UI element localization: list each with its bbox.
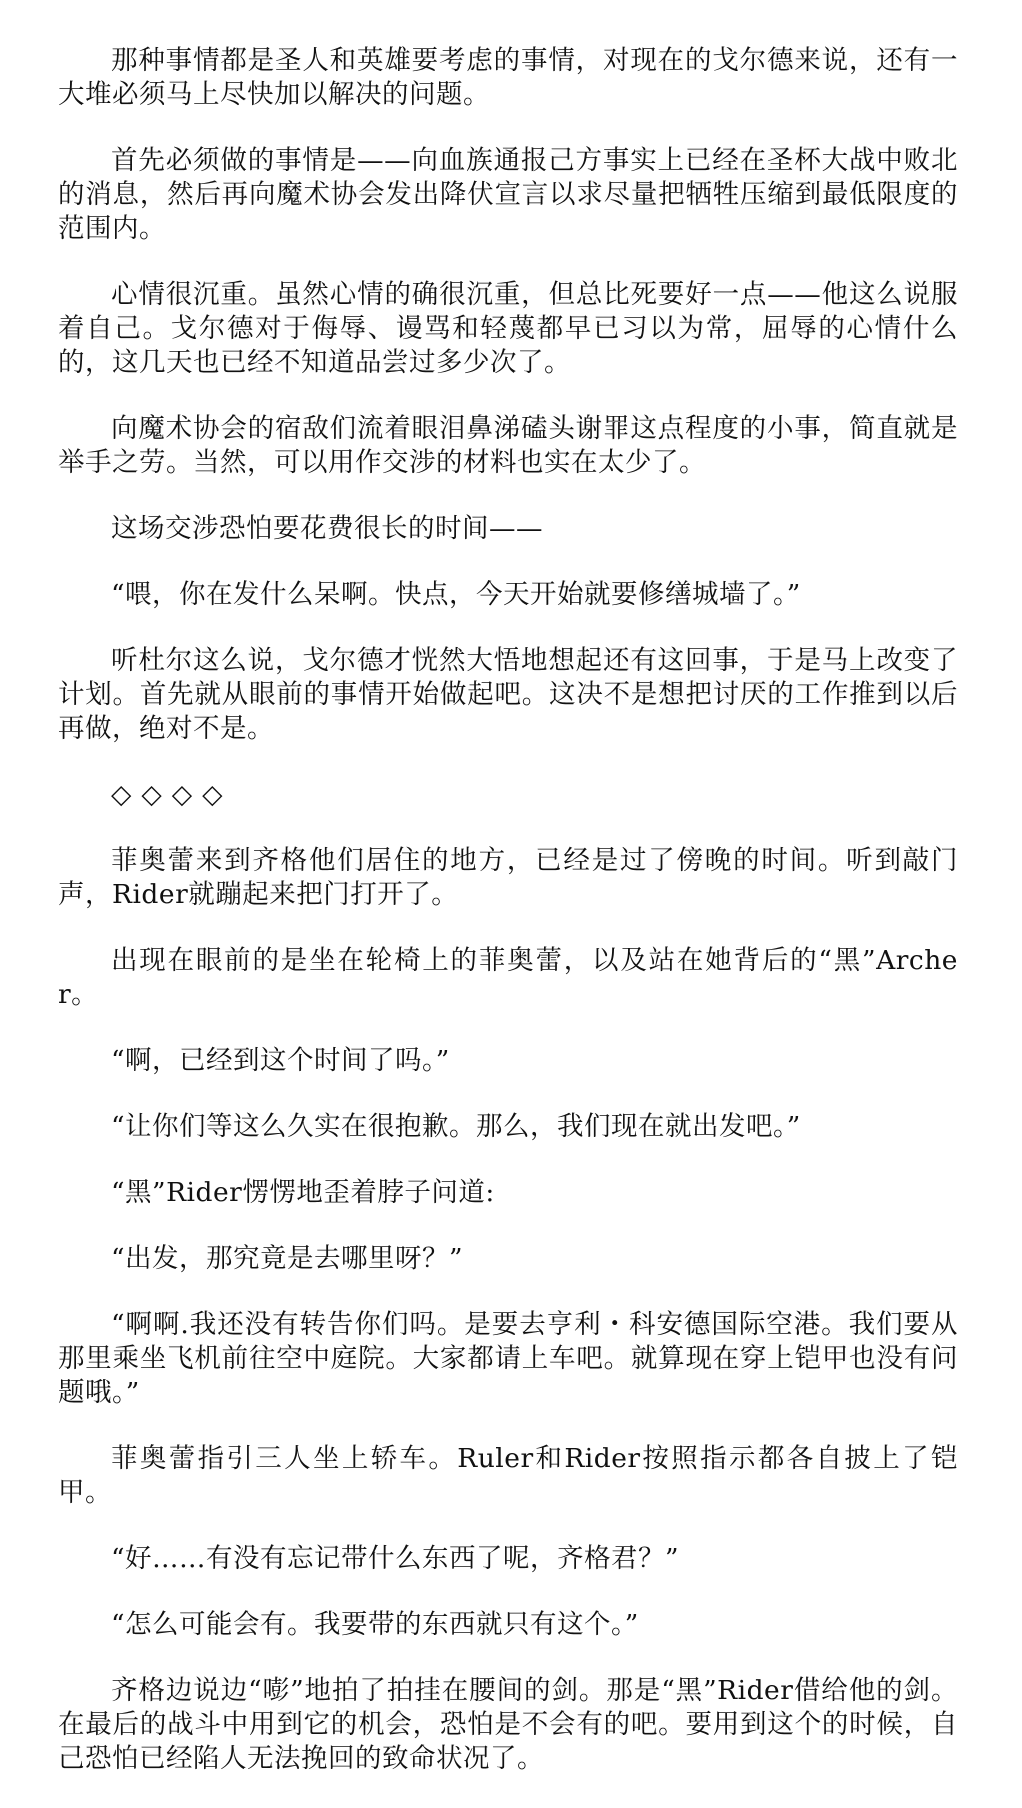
dialogue-paragraph: “出发，那究竟是去哪里呀？” (111, 1243, 464, 1274)
paragraph: “黑”Rider愣愣地歪着脖子问道: (111, 1177, 495, 1208)
section-separator: ◇◇◇◇ (111, 779, 233, 810)
dialogue-paragraph: “怎么可能会有。我要带的东西就只有这个。” (111, 1609, 639, 1640)
dialogue-paragraph: “喂，你在发什么呆啊。快点，今天开始就要修缮城墙了。” (111, 579, 801, 610)
paragraph: 听杜尔这么说，戈尔德才恍然大悟地想起还有这回事，于是马上改变了计划。首先就从眼前的事情开始做起吧。这决不是想把讨厌的工作推到以后再做，绝对不是。 (58, 645, 958, 744)
dialogue-paragraph: “让你们等这么久实在很抱歉。那么，我们现在就出发吧。” (111, 1111, 801, 1142)
paragraph: 菲奥蕾来到齐格他们居住的地方，已经是过了傍晚的时间。听到敲门声，Rider就蹦起来把门打开了。 (58, 845, 958, 910)
document-page (58, 44, 958, 1808)
paragraph: 菲奥蕾指引三人坐上轿车。Ruler和Rider按照指示都各自披上了铠甲。 (58, 1443, 958, 1508)
paragraph: 出现在眼前的是坐在轮椅上的菲奥蕾，以及站在她背后的“黑”Archer。 (58, 945, 958, 1010)
paragraph: 这场交涉恐怕要花费很长的时间—— (111, 513, 543, 544)
dialogue-paragraph: “啊啊.我还没有转告你们吗。是要去亨利・科安德国际空港。我们要从那里乘坐飞机前往空中庭院。大家都请上车吧。就算现在穿上铠甲也没有问题哦。” (58, 1309, 958, 1408)
paragraph: 那种事情都是圣人和英雄要考虑的事情，对现在的戈尔德来说，还有一大堆必须马上尽快加以解决的问题。 (58, 45, 958, 110)
dialogue-paragraph: “好……有没有忘记带什么东西了呢，齐格君？” (111, 1543, 680, 1574)
paragraph: 首先必须做的事情是——向血族通报己方事实上已经在圣杯大战中败北的消息，然后再向魔术协会发出降伏宣言以求尽量把牺牲压缩到最低限度的范围内。 (58, 145, 958, 244)
paragraph: 齐格边说边“嘭”地拍了拍挂在腰间的剑。那是“黑”Rider借给他的剑。在最后的战斗中用到它的机会，恐怕是不会有的吧。要用到这个的时候，自己恐怕已经陷人无法挽回的致命状况了。 (58, 1675, 958, 1774)
paragraph: 心情很沉重。虽然心情的确很沉重，但总比死要好一点——他这么说服着自己。戈尔德对于侮辱、谩骂和轻蔑都早已习以为常，屈辱的心情什么的，这几天也已经不知道品尝过多少次了。 (58, 279, 958, 378)
paragraph: 向魔术协会的宿敌们流着眼泪鼻涕磕头谢罪这点程度的小事，简直就是举手之劳。当然，可以用作交涉的材料也实在太少了。 (58, 413, 958, 478)
dialogue-paragraph: “啊，已经到这个时间了吗。” (111, 1045, 450, 1076)
